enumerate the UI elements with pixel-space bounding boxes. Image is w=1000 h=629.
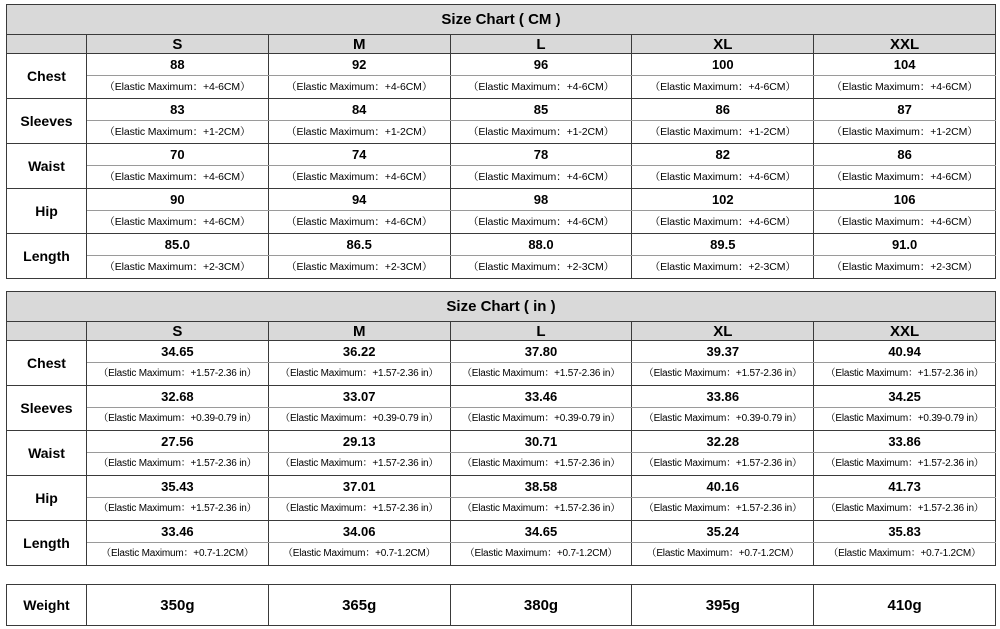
size-chart-in: [6, 291, 996, 566]
size-header-row: [7, 35, 996, 54]
measure-value: 32.68: [87, 386, 269, 408]
measure-value: 33.46: [87, 521, 269, 543]
measure-value: 41.73: [814, 476, 996, 498]
measure-value: 40.94: [814, 341, 996, 363]
measure-value: 27.56: [87, 431, 269, 453]
measure-value: 37.01: [268, 476, 450, 498]
measure-value: 34.06: [268, 521, 450, 543]
elastic-note: （Elastic Maximum：+1-2CM）: [632, 121, 814, 144]
elastic-note: （Elastic Maximum：+4-6CM）: [450, 76, 632, 99]
row-label: Sleeves: [7, 99, 87, 144]
elastic-note: （Elastic Maximum：+4-6CM）: [87, 166, 269, 189]
measure-value: 37.80: [450, 341, 632, 363]
row-label: Hip: [7, 189, 87, 234]
size-header: XL: [632, 35, 814, 54]
elastic-note: （Elastic Maximum：+1.57-2.36 in）: [450, 453, 632, 476]
row-label: Length: [7, 521, 87, 566]
row-label: Length: [7, 234, 87, 279]
measure-value: 35.83: [814, 521, 996, 543]
elastic-note: （Elastic Maximum：+0.39-0.79 in）: [632, 408, 814, 431]
chart-title: Size Chart ( in ): [7, 292, 996, 322]
elastic-note-row: [7, 166, 996, 189]
elastic-note: （Elastic Maximum：+4-6CM）: [268, 166, 450, 189]
size-header: L: [450, 322, 632, 341]
elastic-note: （Elastic Maximum：+0.7-1.2CM）: [814, 543, 996, 566]
header-corner: [7, 35, 87, 54]
elastic-note-row: [7, 408, 996, 431]
measure-row-chest: [7, 54, 996, 76]
measure-value: 102: [632, 189, 814, 211]
elastic-note-row: [7, 211, 996, 234]
measure-row-waist: [7, 431, 996, 453]
measure-value: 92: [268, 54, 450, 76]
elastic-note: （Elastic Maximum：+1.57-2.36 in）: [268, 498, 450, 521]
measure-row-sleeves: [7, 99, 996, 121]
measure-value: 84: [268, 99, 450, 121]
weight-value: 395g: [632, 585, 814, 626]
size-header: M: [268, 35, 450, 54]
elastic-note: （Elastic Maximum：+1.57-2.36 in）: [632, 363, 814, 386]
header-corner: [7, 322, 87, 341]
elastic-note: （Elastic Maximum：+1.57-2.36 in）: [87, 498, 269, 521]
elastic-note: （Elastic Maximum：+4-6CM）: [87, 76, 269, 99]
measure-value: 86.5: [268, 234, 450, 256]
elastic-note-row: [7, 453, 996, 476]
elastic-note: （Elastic Maximum：+4-6CM）: [632, 76, 814, 99]
size-header: XL: [632, 322, 814, 341]
elastic-note: （Elastic Maximum：+1.57-2.36 in）: [814, 363, 996, 386]
measure-value: 94: [268, 189, 450, 211]
row-label: Waist: [7, 144, 87, 189]
elastic-note-row: [7, 363, 996, 386]
measure-value: 78: [450, 144, 632, 166]
elastic-note: （Elastic Maximum：+0.39-0.79 in）: [268, 408, 450, 431]
measure-value: 39.37: [632, 341, 814, 363]
elastic-note: （Elastic Maximum：+1.57-2.36 in）: [632, 453, 814, 476]
measure-value: 32.28: [632, 431, 814, 453]
elastic-note: （Elastic Maximum：+0.39-0.79 in）: [450, 408, 632, 431]
measure-row-length: [7, 234, 996, 256]
measure-value: 85: [450, 99, 632, 121]
weight-value: 380g: [450, 585, 632, 626]
measure-value: 98: [450, 189, 632, 211]
weight-value: 365g: [268, 585, 450, 626]
size-header: XXL: [814, 322, 996, 341]
measure-value: 34.65: [87, 341, 269, 363]
elastic-note: （Elastic Maximum：+1.57-2.36 in）: [268, 363, 450, 386]
elastic-note: （Elastic Maximum：+2-3CM）: [450, 256, 632, 279]
measure-value: 29.13: [268, 431, 450, 453]
elastic-note: （Elastic Maximum：+0.7-1.2CM）: [87, 543, 269, 566]
measure-value: 90: [87, 189, 269, 211]
elastic-note: （Elastic Maximum：+4-6CM）: [87, 211, 269, 234]
elastic-note: （Elastic Maximum：+1-2CM）: [450, 121, 632, 144]
elastic-note: （Elastic Maximum：+1.57-2.36 in）: [87, 453, 269, 476]
elastic-note: （Elastic Maximum：+0.39-0.79 in）: [87, 408, 269, 431]
elastic-note: （Elastic Maximum：+2-3CM）: [814, 256, 996, 279]
elastic-note: （Elastic Maximum：+4-6CM）: [450, 211, 632, 234]
measure-value: 40.16: [632, 476, 814, 498]
measure-value: 35.24: [632, 521, 814, 543]
measure-row-length: [7, 521, 996, 543]
measure-value: 88: [87, 54, 269, 76]
row-label: Sleeves: [7, 386, 87, 431]
weight-value: 350g: [87, 585, 269, 626]
elastic-note: （Elastic Maximum：+2-3CM）: [632, 256, 814, 279]
measure-value: 33.86: [814, 431, 996, 453]
elastic-note: （Elastic Maximum：+2-3CM）: [268, 256, 450, 279]
measure-value: 88.0: [450, 234, 632, 256]
measure-value: 104: [814, 54, 996, 76]
measure-value: 91.0: [814, 234, 996, 256]
measure-row-hip: [7, 189, 996, 211]
measure-row-chest: [7, 341, 996, 363]
measure-value: 100: [632, 54, 814, 76]
row-label: Hip: [7, 476, 87, 521]
weight-row: [7, 585, 996, 626]
elastic-note-row: [7, 256, 996, 279]
elastic-note: （Elastic Maximum：+4-6CM）: [632, 166, 814, 189]
measure-value: 34.65: [450, 521, 632, 543]
measure-value: 33.07: [268, 386, 450, 408]
size-header: S: [87, 322, 269, 341]
elastic-note: （Elastic Maximum：+1.57-2.36 in）: [450, 498, 632, 521]
measure-value: 34.25: [814, 386, 996, 408]
weight-value: 410g: [814, 585, 996, 626]
elastic-note: （Elastic Maximum：+1-2CM）: [87, 121, 269, 144]
elastic-note: （Elastic Maximum：+1.57-2.36 in）: [450, 363, 632, 386]
elastic-note: （Elastic Maximum：+1.57-2.36 in）: [814, 498, 996, 521]
measure-value: 106: [814, 189, 996, 211]
elastic-note: （Elastic Maximum：+0.7-1.2CM）: [450, 543, 632, 566]
elastic-note: （Elastic Maximum：+1.57-2.36 in）: [632, 498, 814, 521]
chart-title: Size Chart ( CM ): [7, 5, 996, 35]
measure-value: 85.0: [87, 234, 269, 256]
measure-value: 38.58: [450, 476, 632, 498]
size-header: L: [450, 35, 632, 54]
elastic-note: （Elastic Maximum：+0.7-1.2CM）: [632, 543, 814, 566]
elastic-note: （Elastic Maximum：+2-3CM）: [87, 256, 269, 279]
elastic-note: （Elastic Maximum：+1.57-2.36 in）: [268, 453, 450, 476]
measure-row-sleeves: [7, 386, 996, 408]
elastic-note: （Elastic Maximum：+4-6CM）: [814, 166, 996, 189]
elastic-note: （Elastic Maximum：+1-2CM）: [268, 121, 450, 144]
row-label: Chest: [7, 341, 87, 386]
elastic-note: （Elastic Maximum：+4-6CM）: [814, 76, 996, 99]
measure-value: 36.22: [268, 341, 450, 363]
measure-row-waist: [7, 144, 996, 166]
measure-value: 82: [632, 144, 814, 166]
weight-table: [6, 584, 996, 626]
measure-value: 87: [814, 99, 996, 121]
measure-value: 74: [268, 144, 450, 166]
measure-value: 89.5: [632, 234, 814, 256]
measure-value: 96: [450, 54, 632, 76]
elastic-note-row: [7, 498, 996, 521]
measure-value: 33.46: [450, 386, 632, 408]
elastic-note-row: [7, 543, 996, 566]
measure-value: 33.86: [632, 386, 814, 408]
size-header: M: [268, 322, 450, 341]
elastic-note: （Elastic Maximum：+1.57-2.36 in）: [87, 363, 269, 386]
elastic-note-row: [7, 76, 996, 99]
measure-row-hip: [7, 476, 996, 498]
elastic-note: （Elastic Maximum：+4-6CM）: [632, 211, 814, 234]
row-label: Chest: [7, 54, 87, 99]
elastic-note: （Elastic Maximum：+4-6CM）: [450, 166, 632, 189]
measure-value: 83: [87, 99, 269, 121]
row-label: Waist: [7, 431, 87, 476]
measure-value: 86: [632, 99, 814, 121]
elastic-note: （Elastic Maximum：+4-6CM）: [814, 211, 996, 234]
measure-value: 30.71: [450, 431, 632, 453]
elastic-note: （Elastic Maximum：+4-6CM）: [268, 76, 450, 99]
size-header-row: [7, 322, 996, 341]
elastic-note: （Elastic Maximum：+0.7-1.2CM）: [268, 543, 450, 566]
elastic-note: （Elastic Maximum：+4-6CM）: [268, 211, 450, 234]
elastic-note: （Elastic Maximum：+1.57-2.36 in）: [814, 453, 996, 476]
size-chart-cm: [6, 4, 996, 279]
size-header: S: [87, 35, 269, 54]
weight-label: Weight: [7, 585, 87, 626]
measure-value: 86: [814, 144, 996, 166]
elastic-note: （Elastic Maximum：+1-2CM）: [814, 121, 996, 144]
measure-value: 35.43: [87, 476, 269, 498]
size-header: XXL: [814, 35, 996, 54]
elastic-note-row: [7, 121, 996, 144]
measure-value: 70: [87, 144, 269, 166]
elastic-note: （Elastic Maximum：+0.39-0.79 in）: [814, 408, 996, 431]
